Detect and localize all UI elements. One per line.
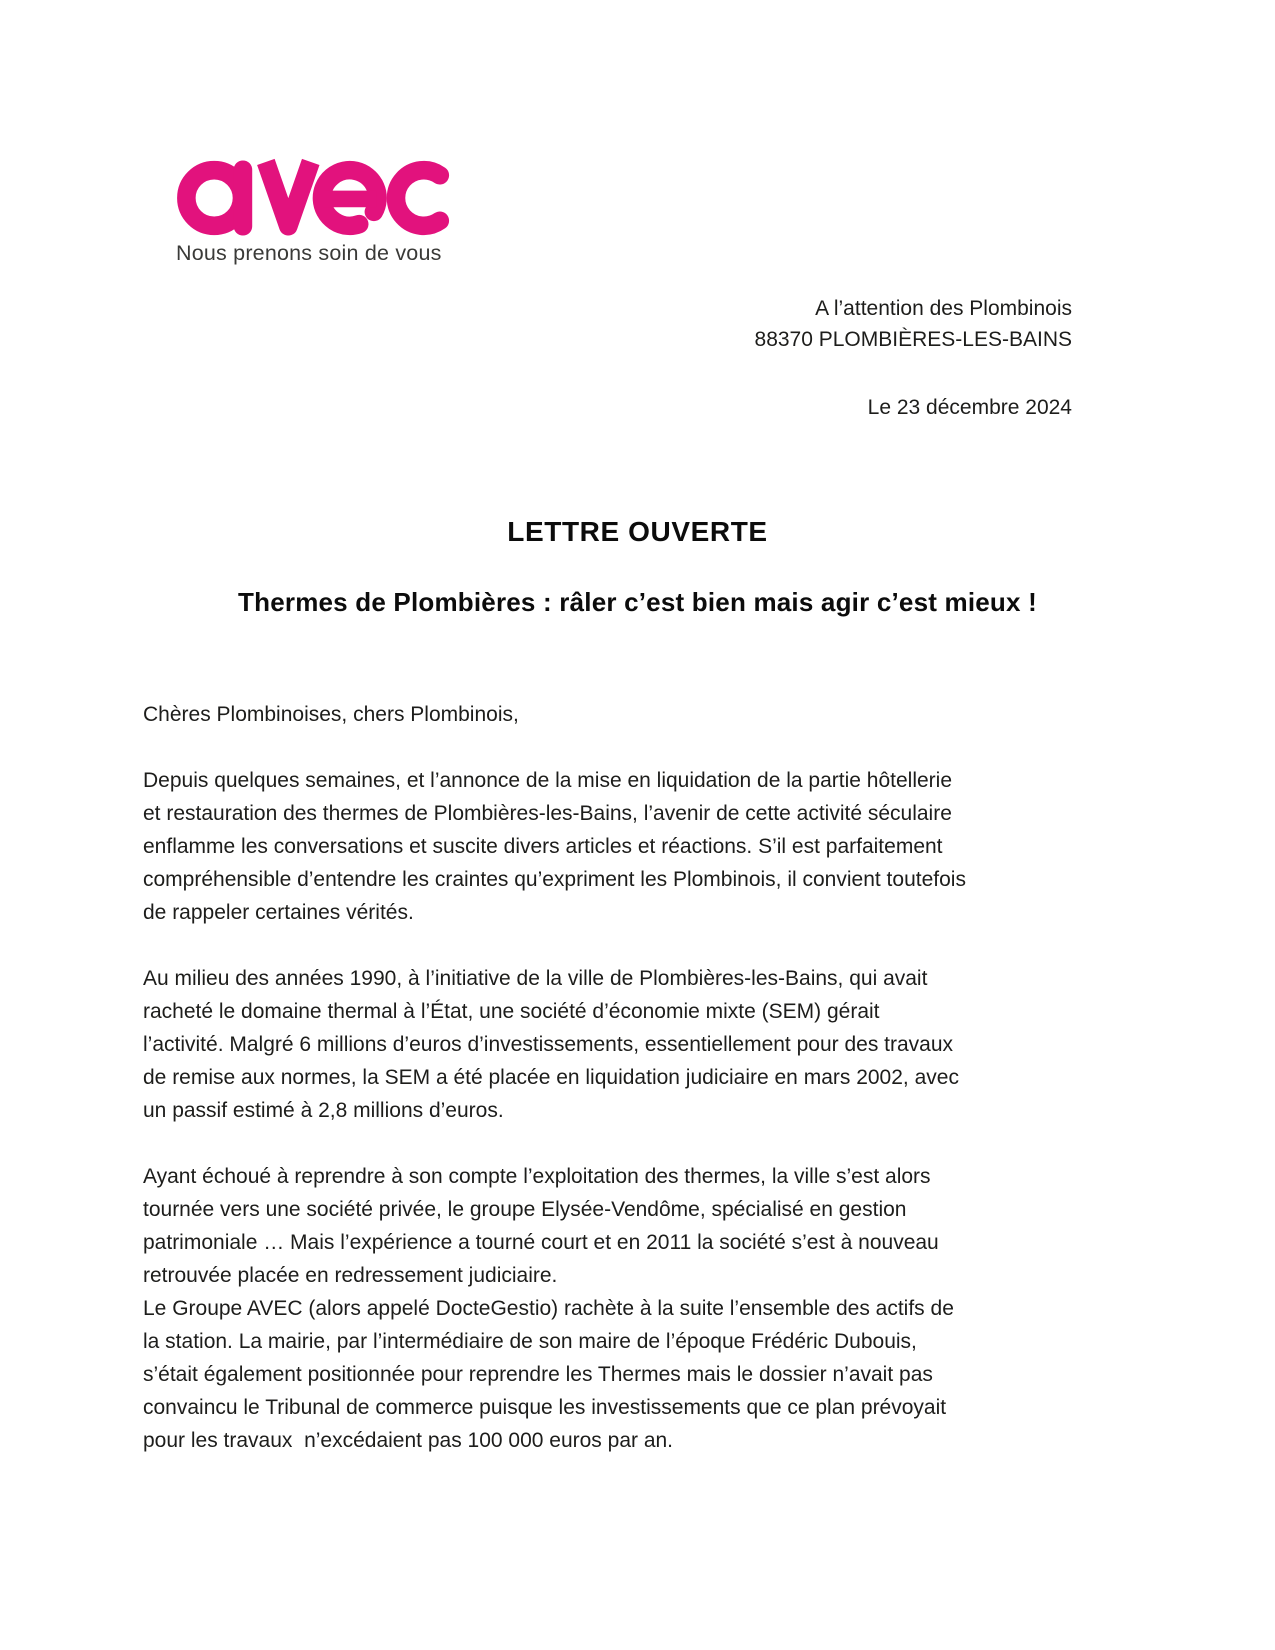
body-line: Ayant échoué à reprendre à son compte l’exploitation des thermes, la ville s’est alors	[143, 1165, 931, 1188]
body-line: un passif estimé à 2,8 millions d’euros.	[143, 1099, 504, 1122]
body-line: et restauration des thermes de Plombières-les-Bains, l’avenir de cette activité séculaire	[143, 802, 952, 825]
body-line: patrimoniale … Mais l’expérience a tourné court et en 2011 la société s’est à nouveau	[143, 1231, 939, 1254]
body-paragraphs	[143, 764, 966, 1457]
recipient-line-2: 88370 PLOMBIÈRES-LES-BAINS	[754, 328, 1072, 351]
avec-logo	[176, 158, 465, 266]
body-paragraph	[143, 764, 966, 929]
body-line: l’activité. Malgré 6 millions d’euros d’investissements, essentiellement pour des travaux	[143, 1033, 954, 1056]
body-line: de rappeler certaines vérités.	[143, 901, 414, 924]
body-paragraph	[143, 1160, 966, 1457]
body-line: tournée vers une société privée, le groupe Elysée-Vendôme, spécialisé en gestion	[143, 1198, 907, 1221]
avec-logo-icon	[176, 158, 465, 238]
body-line: compréhensible d’entendre les craintes qu’expriment les Plombinois, il convient toutefois	[143, 868, 966, 891]
date-line: Le 23 décembre 2024	[867, 396, 1072, 419]
body-line: s’était également positionnée pour reprendre les Thermes mais le dossier n’avait pas	[143, 1363, 933, 1386]
body-line: Depuis quelques semaines, et l’annonce de la mise en liquidation de la partie hôtellerie	[143, 769, 953, 792]
body-paragraph	[143, 962, 966, 1127]
body-line: la station. La mairie, par l’intermédiaire de son maire de l’époque Frédéric Dubouis,	[143, 1330, 917, 1353]
body-line: enflamme les conversations et suscite divers articles et réactions. S’il est parfaitement	[143, 835, 943, 858]
body-line: Le Groupe AVEC (alors appelé DocteGestio) rachète à la suite l’ensemble des actifs de	[143, 1297, 954, 1320]
letter-body	[143, 698, 966, 1457]
recipient-block	[755, 293, 1072, 355]
brand-tagline: Nous prenons soin de vous	[176, 241, 442, 265]
body-line: de remise aux normes, la SEM a été placée en liquidation judiciaire en mars 2002, avec	[143, 1066, 959, 1089]
letter-subtitle: Thermes de Plombières : râler c’est bien mais agir c’est mieux !	[238, 587, 1037, 617]
recipient-line-1: A l’attention des Plombinois	[815, 297, 1072, 320]
logo-text	[176, 238, 177, 239]
salutation: Chères Plombinoises, chers Plombinois,	[143, 703, 519, 726]
body-line: convaincu le Tribunal de commerce puisque les investissements que ce plan prévoyait	[143, 1396, 947, 1419]
body-line: pour les travaux n’excédaient pas 100 000 euros par an.	[143, 1429, 674, 1452]
body-line: retrouvée placée en redressement judiciaire.	[143, 1264, 558, 1287]
body-line: racheté le domaine thermal à l’État, une société d’économie mixte (SEM) gérait	[143, 1000, 880, 1023]
body-line: Au milieu des années 1990, à l’initiative de la ville de Plombières-les-Bains, qui avait	[143, 967, 928, 990]
letter-title: LETTRE OUVERTE	[507, 516, 768, 547]
